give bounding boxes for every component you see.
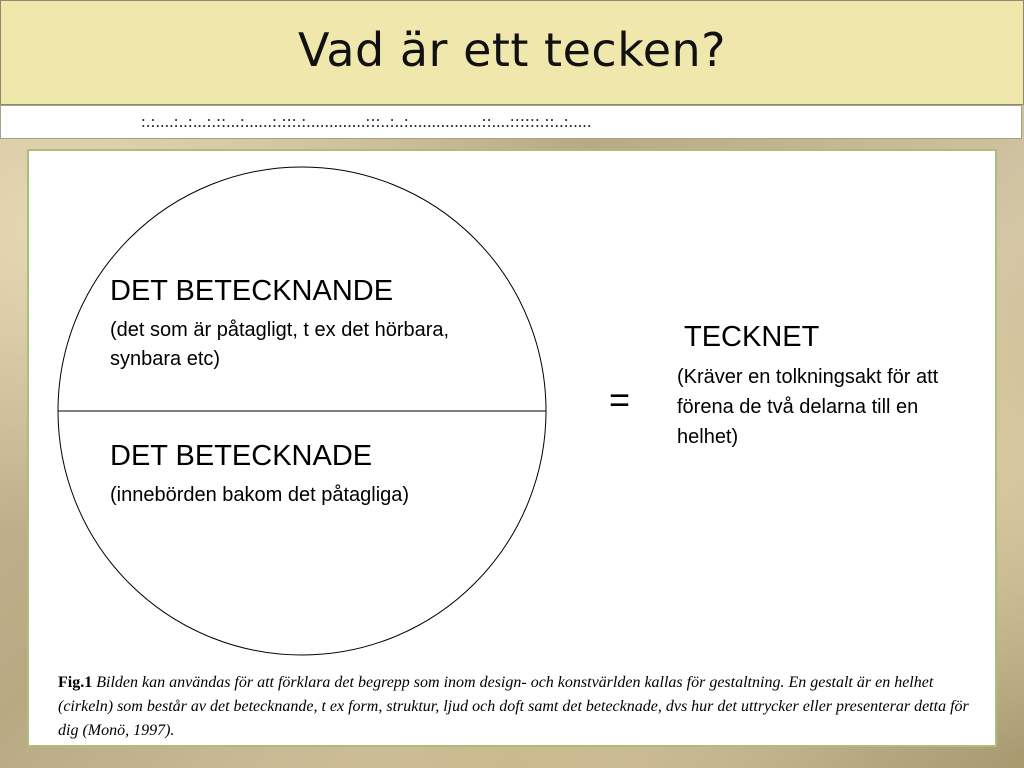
signifier-description: (det som är påtagligt, t ex det hörbara, synbara etc) <box>110 319 450 370</box>
dotted-separator-text: :.:....:..:...:.::...:......:.:::.:.............:::..:..:................::....::::::.::..:..... <box>141 112 592 131</box>
dotted-separator-bar <box>0 105 1022 139</box>
content-panel <box>27 149 997 747</box>
equals-sign: = <box>609 379 631 420</box>
figure-caption-text: Bilden kan användas för att förklara det begrepp som inom design- och konstvärlden kallas för gestaltning. En gestalt är en helhet (cirkeln) som består av det betecknande, t ex form, struktur, ljud och doft samt det betecknade, dvs hur det uttrycker eller presenterar detta för dig (Monö, 1997). <box>58 674 969 739</box>
title-bar <box>0 0 1024 105</box>
signifier-heading: DET BETECKNANDE <box>110 275 394 307</box>
slide-title: Vad är ett tecken? <box>297 22 727 77</box>
signified-description: (innebörden bakom det påtagliga) <box>110 484 410 506</box>
signified-heading: DET BETECKNADE <box>110 440 373 472</box>
sign-description: (Kräver en tolkningsakt för att förena de två delarna till en helhet) <box>677 366 939 448</box>
sign-heading: TECKNET <box>684 321 820 353</box>
figure-label: Fig.1 <box>58 674 93 691</box>
figure-caption <box>58 671 978 743</box>
